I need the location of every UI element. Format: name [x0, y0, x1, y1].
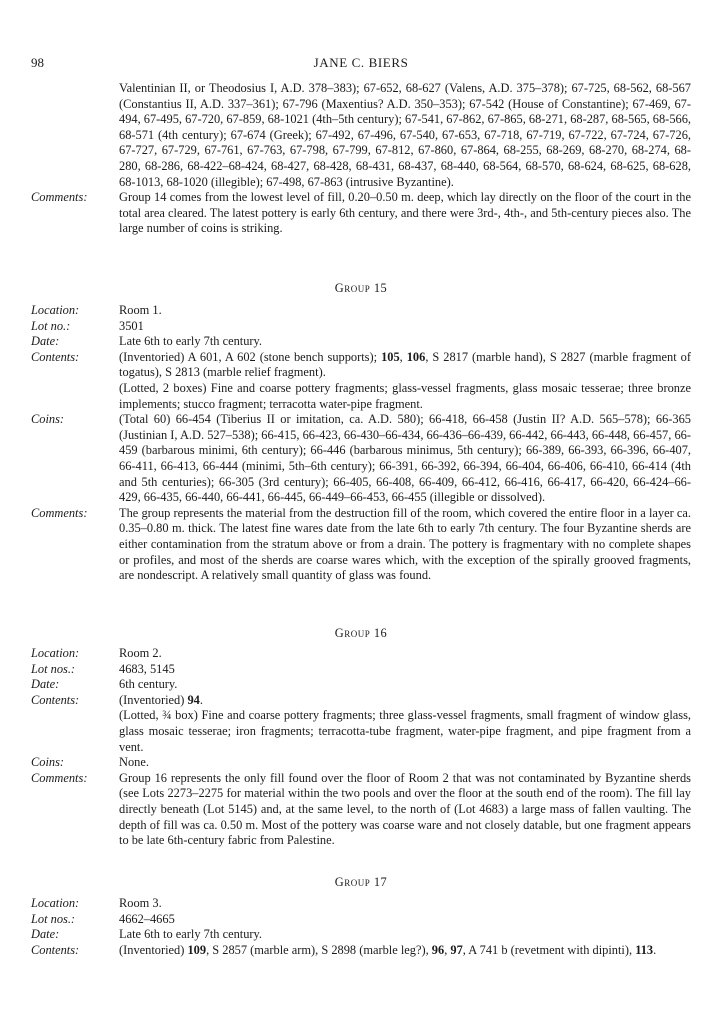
date-row — [31, 677, 691, 693]
comments-text: Group 16 represents the only fill found over the floor of Room 2 that was not contaminated by Byzantine sherds (see Lots 2273–2275 for material within the two pools and over the floor at the south end of the room). The fill lay directly beneath (Lot 5145) and, at the same level, to the north of (Lot 4683) a large mass of fallen vaulting. The depth of fill was ca. 0.50 m. Most of the pottery was coarse ware and not closely datable, but one fragment appears to be late 6th-century fabric from Palestine. — [119, 770, 691, 848]
comments-row — [31, 506, 691, 584]
coins-row — [31, 412, 691, 506]
contents-text: (Inventoried) A 601, A 602 (stone bench supports); — [119, 349, 382, 364]
contents-inventoried — [119, 943, 691, 959]
lot-label: Lot nos.: — [31, 911, 76, 926]
running-title: JANE C. BIERS — [313, 55, 409, 70]
comments-text: Group 14 comes from the lowest level of fill, 0.20–0.50 m. deep, which lay directly on the floor of the court in the total area cleared. The latest pottery is early 6th century, and there were 3rd-, 4th-, and 5th-century pieces also. The large number of coins is striking. — [119, 190, 691, 236]
coins-text: None. — [119, 755, 149, 770]
date-label: Date: — [31, 334, 60, 349]
location-row — [31, 303, 691, 319]
date-value: 6th century. — [119, 677, 178, 692]
coins-label: Coins: — [31, 755, 65, 770]
group-16-entry — [31, 646, 691, 849]
contents-label: Contents: — [31, 349, 80, 364]
lot-value: 4683, 5145 — [119, 661, 175, 676]
group-15-entry — [31, 303, 691, 584]
comments-text: The group represents the material from the destruction fill of the room, which covered the entire floor in a layer ca. 0.35–0.80 m. thick. The latest fine wares date from the late 6th to early 7th century. The four Byzantine sherds are either contamination from the stratum above or from a drain. The pottery is fragmentary with no complete shapes or profiles, and most of the sherds are coarse wares which, with the exception of the spirally grooved fragments, are nondescript. A relatively small quantity of glass was found. — [119, 505, 691, 583]
catalogue-number: 94 — [187, 692, 200, 707]
contents-text: , S 2817 (marble hand), S 2827 (marble fragment of togatus), S 2813 (marble relief fragment). — [119, 349, 691, 380]
location-value: Room 2. — [119, 646, 162, 660]
contents-text: . — [653, 942, 657, 957]
contents-row — [31, 693, 691, 709]
date-value: Late 6th to early 7th century. — [119, 927, 263, 942]
group-17-entry — [31, 896, 691, 958]
separator: , — [444, 942, 451, 957]
date-label: Date: — [31, 927, 60, 942]
coins-row — [31, 755, 691, 771]
lot-value: 3501 — [119, 318, 144, 333]
location-value: Room 3. — [119, 896, 162, 910]
catalogue-number: 113 — [635, 942, 654, 957]
lot-label: Lot no.: — [31, 318, 71, 333]
location-value: Room 1. — [119, 303, 162, 317]
contents-text: (Inventoried) — [119, 692, 188, 707]
date-row — [31, 927, 691, 943]
contents-text: , S 2857 (marble arm), S 2898 (marble leg?), — [206, 942, 432, 957]
date-row — [31, 334, 691, 350]
page-number: 98 — [31, 55, 44, 70]
contents-row — [31, 350, 691, 381]
date-label: Date: — [31, 677, 60, 692]
catalogue-number: 96 — [431, 942, 445, 957]
group-16-heading: Group 16 — [334, 626, 388, 640]
contents-lotted: (Lotted, 2 boxes) Fine and coarse pottery fragments; glass-vessel fragments, glass mosaic tesserae; three bronze implements; stucco fragment; terracotta water-pipe fragment. — [119, 380, 691, 411]
lot-row — [31, 912, 691, 928]
contents-lotted: (Lotted, ¾ box) Fine and coarse pottery fragments; three glass-vessel fragments, small fragment of window glass, glass mosaic tesserae; iron fragments; terracotta-tube fragment, water-pipe fragment, and pipe fragment from a vent. — [119, 708, 691, 754]
coins-label: Coins: — [31, 412, 65, 427]
comments-label: Comments: — [31, 770, 88, 785]
contents-text: (Inventoried) — [119, 942, 188, 957]
comments-row — [31, 190, 691, 237]
catalogue-number: 105 — [381, 349, 400, 364]
group-15-heading: Group 15 — [334, 281, 388, 295]
catalogue-number: 106 — [406, 349, 426, 364]
comments-row — [31, 771, 691, 849]
lot-value: 4662–4665 — [119, 911, 175, 926]
lot-row — [31, 662, 691, 678]
lot-row — [31, 319, 691, 335]
contents-inventoried — [119, 350, 691, 381]
lot-label: Lot nos.: — [31, 661, 76, 676]
coins-text: (Total 60) 66-454 (Tiberius II or imitation, ca. A.D. 580); 66-418, 66-458 (Justin II? A.D. 565–578); 66-365 (Justinian I, A.D. 527–538); 66-415, 66-423, 66-430–66-434, 66-436–66-439, 66-442, 66-443, 66-448, 66-457, 66-459 (barbarous minimi, 6th century); 66-446 (barbarous minimus, 5th century); 66-389, 66-393, 66-396, 66-407, 66-411, 66-413, 66-444 (minimi, 5th–6th century); 66-391, 66-392, 66-394, 66-404, 66-406, 66-410, 66-414 (4th and 5th centuries); 66-305 (3rd century); 66-405, 66-408, 66-409, 66-412, 66-416, 66-417, 66-420, 66-424–66-429, 66-435, 66-440, 66-441, 66-445, 66-449–66-453, 66-455 (illegible or dissolved). — [119, 412, 691, 505]
location-row — [31, 646, 691, 662]
coins-continuation: Valentinian II, or Theodosius I, A.D. 378–383); 67-652, 68-627 (Valens, A.D. 375–378); 67-725, 68-562, 68-567 (Constantius II, A.D. 337–361); 67-796 (Maxentius? A.D. 350–353); 67-542 (House of Constantine); 67-469, 67-494, 67-495, 67-720, 67-859, 68-1021 (4th–5th century); 67-541, 67-862, 67-865, 68-271, 68-287, 68-565, 68-566, 68-571 (4th century); 67-674 (Greek); 67-492, 67-496, 67-540, 67-653, 67-718, 67-719, 67-722, 67-724, 67-726, 67-727, 67-729, 67-761, 67-763, 67-798, 67-799, 67-812, 67-860, 67-864, 68-255, 68-269, 68-270, 68-274, 68-280, 68-286, 68-422–68-424, 68-427, 68-428, 68-431, 68-437, 68-440, 68-564, 68-570, 68-624, 68-625, 68-628, 68-1013, 68-1020 (illegible); 67-498, 67-863 (intrusive Byzantine). — [119, 81, 691, 189]
catalogue-number: 109 — [187, 942, 207, 957]
running-header — [0, 55, 722, 73]
location-label: Location: — [31, 646, 80, 660]
location-row — [31, 896, 691, 912]
contents-inventoried — [119, 693, 691, 709]
contents-label: Contents: — [31, 942, 80, 957]
location-label: Location: — [31, 303, 80, 317]
location-label: Location: — [31, 896, 80, 910]
contents-text: , A 741 b (revetment with dipinti), — [462, 942, 636, 957]
group-17-heading: Group 17 — [334, 875, 388, 889]
group-14-continuation — [31, 81, 691, 237]
contents-label: Contents: — [31, 692, 80, 707]
contents-row — [31, 943, 691, 959]
comments-label: Comments: — [31, 505, 88, 520]
date-value: Late 6th to early 7th century. — [119, 334, 263, 349]
comments-label: Comments: — [31, 190, 88, 205]
contents-text: . — [199, 692, 203, 707]
catalogue-number: 97 — [450, 942, 463, 957]
separator: , — [399, 349, 407, 364]
